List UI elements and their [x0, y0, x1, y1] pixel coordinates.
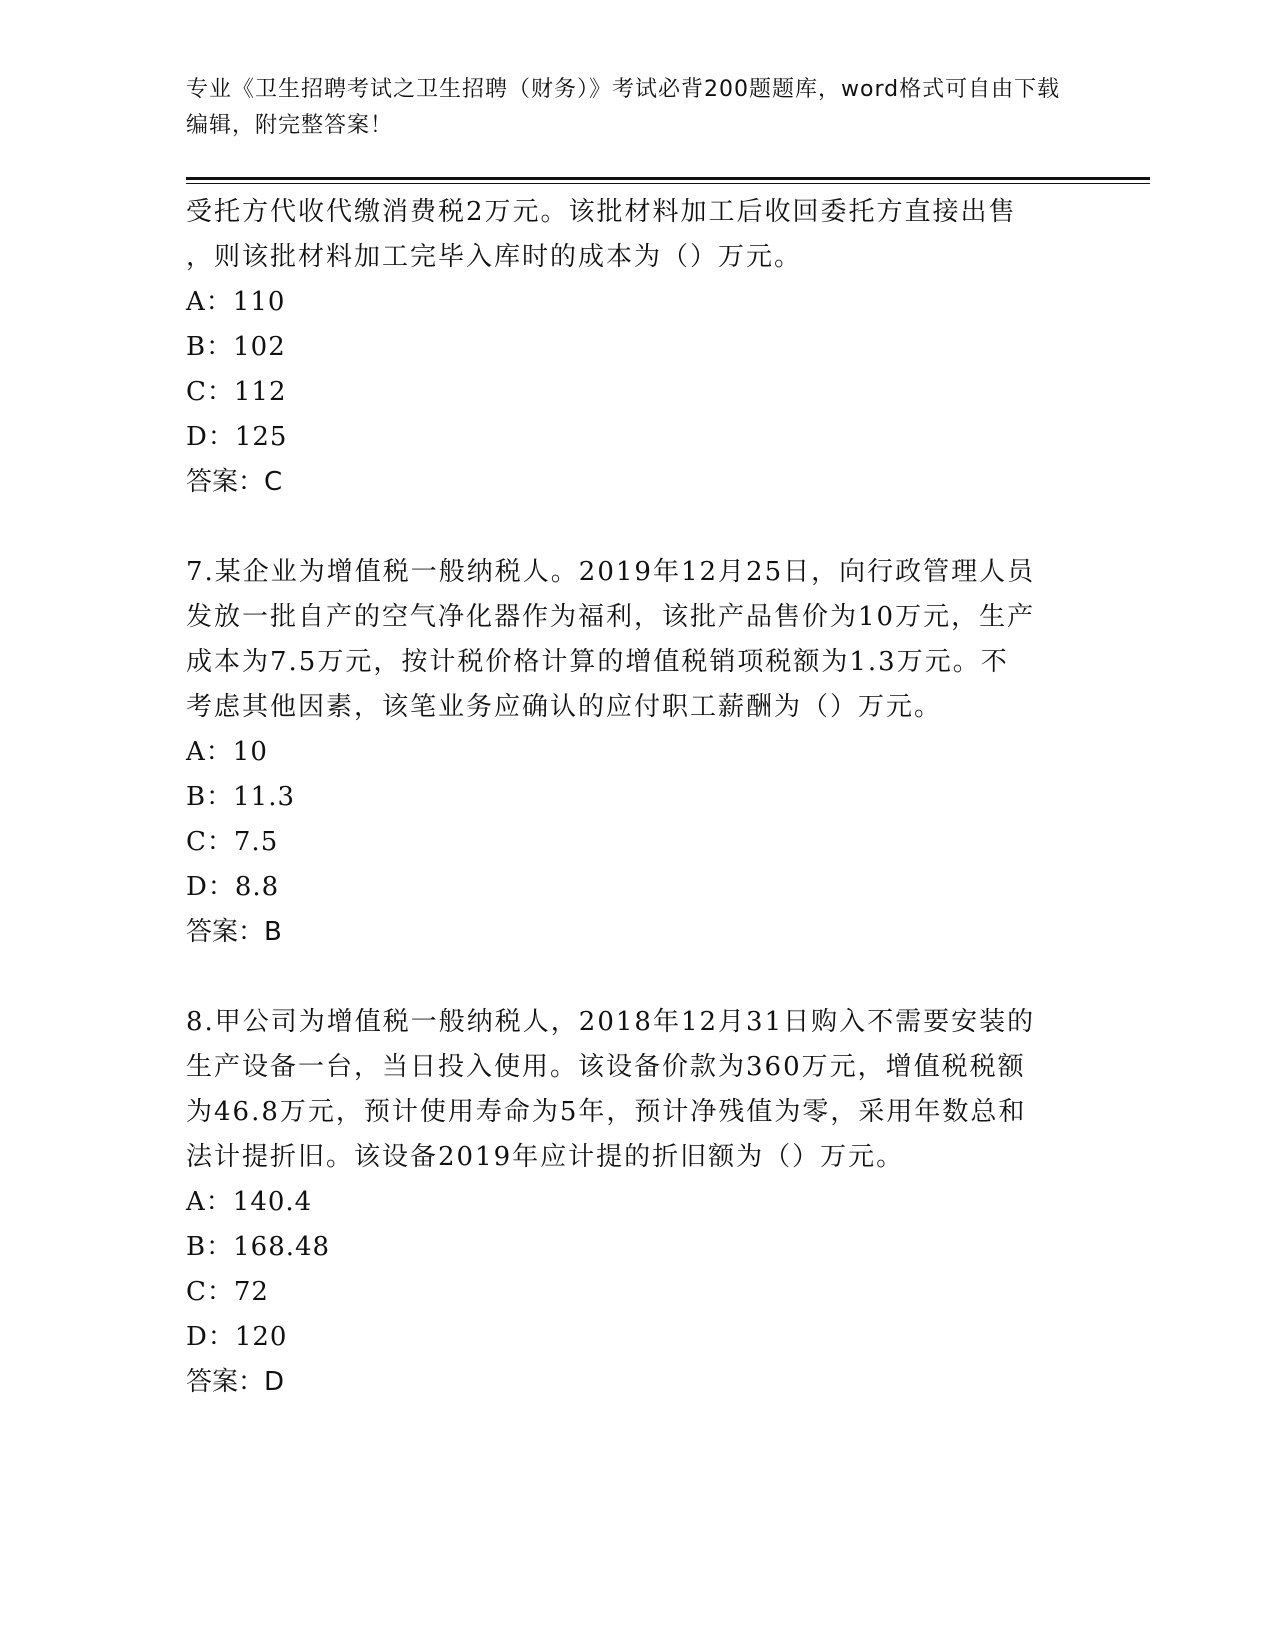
- document-header: 专业《卫生招聘考试之卫生招聘（财务）》考试必背200题题库，word格式可自由下载编辑，附完整答案！: [186, 77, 1061, 138]
- option-a: A：10: [186, 737, 268, 767]
- spacer: [186, 505, 1086, 550]
- question-text-line: 为46.8万元，预计使用寿命为5年，预计净残值为零，采用年数总和: [186, 1097, 1027, 1127]
- option-d: D：125: [186, 422, 288, 452]
- header-rule-thin: [186, 183, 1150, 184]
- option-b: B：102: [186, 332, 286, 362]
- question-text-line: 发放一批自产的空气净化器作为福利，该批产品售价为10万元，生产: [186, 602, 1036, 632]
- option-c: C：72: [186, 1277, 269, 1307]
- header-rule-thick: [186, 177, 1150, 180]
- question-text-line: 7.某企业为增值税一般纳税人。2019年12月25日，向行政管理人员: [186, 557, 1036, 587]
- option-d: D：120: [186, 1322, 288, 1352]
- question-text-line: 生产设备一台，当日投入使用。该设备价款为360万元，增值税税额: [186, 1052, 1026, 1082]
- question-text-line: ，则该批材料加工完毕入库时的成本为（）万元。: [186, 242, 803, 272]
- answer-label: 答案：C: [186, 467, 283, 497]
- question-6: [186, 190, 1086, 505]
- option-b: B：11.3: [186, 782, 295, 812]
- question-7: [186, 550, 1086, 955]
- option-a: A：140.4: [186, 1187, 313, 1217]
- spacer: [186, 955, 1086, 1000]
- question-list: [186, 190, 1086, 1405]
- question-text-line: 成本为7.5万元，按计税价格计算的增值税销项税额为1.3万元。不: [186, 647, 1009, 677]
- option-a: A：110: [186, 287, 286, 317]
- question-text-line: 考虑其他因素，该笔业务应确认的应付职工薪酬为（）万元。: [186, 692, 943, 722]
- answer-label: 答案：D: [186, 1367, 285, 1397]
- question-text-line: 8.甲公司为增值税一般纳税人，2018年12月31日购入不需要安装的: [186, 1007, 1036, 1037]
- option-b: B：168.48: [186, 1232, 331, 1262]
- question-text-line: 法计提折旧。该设备2019年应计提的折旧额为（）万元。: [186, 1142, 905, 1172]
- question-8: [186, 1000, 1086, 1405]
- question-text-line: 受托方代收代缴消费税2万元。该批材料加工后收回委托方直接出售: [186, 197, 1017, 227]
- option-c: C：112: [186, 377, 287, 407]
- option-d: D：8.8: [186, 872, 280, 902]
- option-c: C：7.5: [186, 827, 279, 857]
- answer-label: 答案：B: [186, 917, 282, 947]
